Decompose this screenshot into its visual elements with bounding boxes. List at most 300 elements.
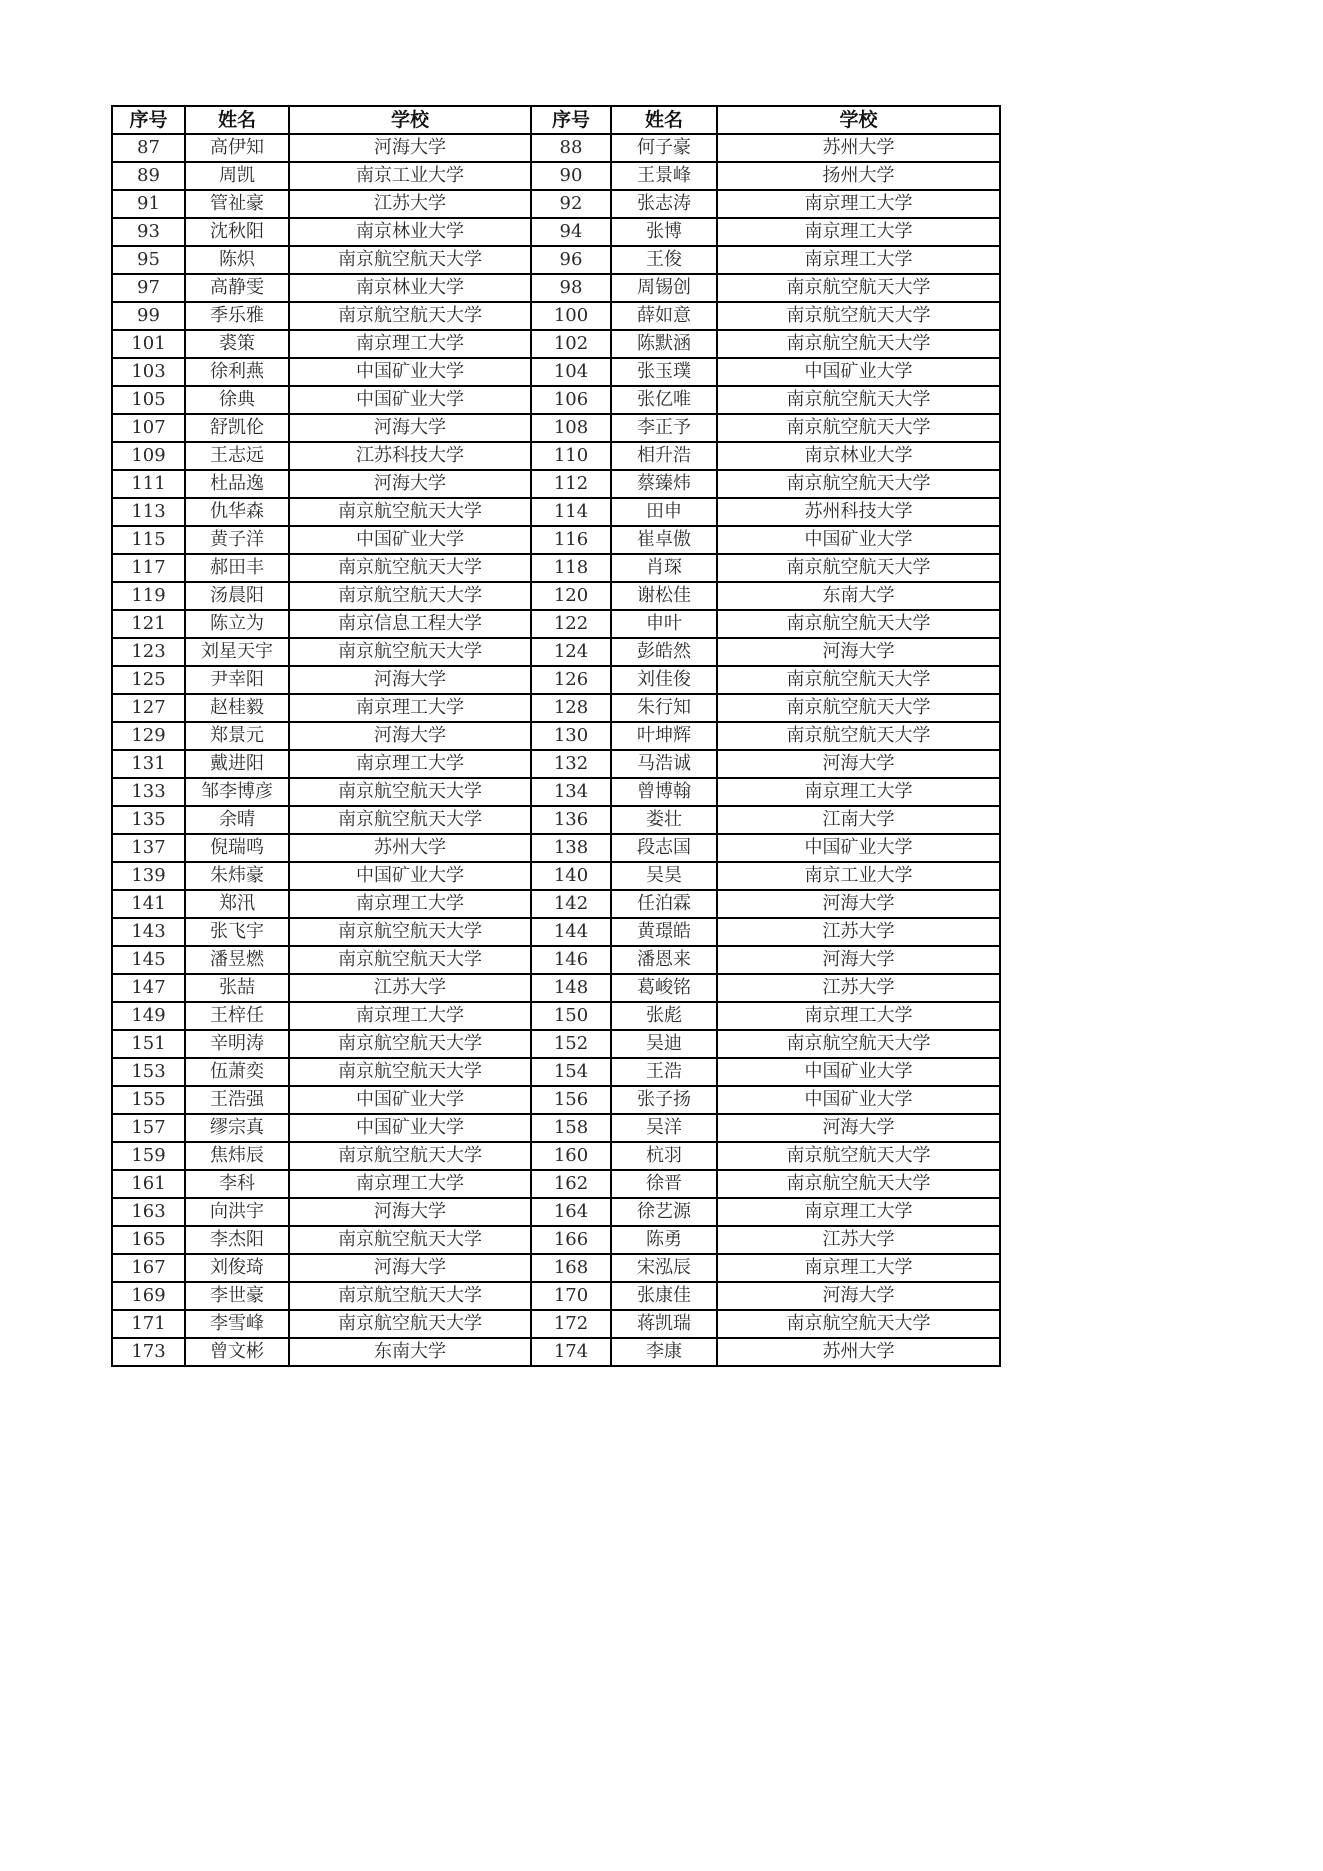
right-no-cell: 174 [531,1338,611,1366]
table-row [112,582,1000,610]
left-name-cell: 汤晨阳 [185,582,289,610]
left-school-cell: 河海大学 [289,1254,531,1282]
left-name-cell: 张喆 [185,974,289,1002]
right-no-cell: 100 [531,302,611,330]
left-school-cell: 江苏大学 [289,190,531,218]
right-name-cell: 彭皓然 [611,638,717,666]
left-school-cell: 中国矿业大学 [289,386,531,414]
left-no-cell: 123 [112,638,185,666]
left-school-cell: 南京航空航天大学 [289,1226,531,1254]
right-school-cell: 南京航空航天大学 [717,1310,1000,1338]
right-school-cell: 中国矿业大学 [717,358,1000,386]
table-row [112,554,1000,582]
right-school-cell: 江苏大学 [717,1226,1000,1254]
right-name-cell: 吴迪 [611,1030,717,1058]
header-school-left: 学校 [289,106,531,134]
table-row [112,526,1000,554]
header-name-right: 姓名 [611,106,717,134]
table-row [112,946,1000,974]
left-no-cell: 145 [112,946,185,974]
left-name-cell: 王浩强 [185,1086,289,1114]
left-school-cell: 南京航空航天大学 [289,806,531,834]
left-school-cell: 河海大学 [289,1198,531,1226]
left-name-cell: 郑景元 [185,722,289,750]
left-school-cell: 南京航空航天大学 [289,1058,531,1086]
right-no-cell: 154 [531,1058,611,1086]
right-no-cell: 128 [531,694,611,722]
right-name-cell: 张博 [611,218,717,246]
left-name-cell: 李杰阳 [185,1226,289,1254]
right-no-cell: 98 [531,274,611,302]
right-school-cell: 南京理工大学 [717,1254,1000,1282]
right-no-cell: 120 [531,582,611,610]
roster-table [111,105,1001,1367]
left-no-cell: 109 [112,442,185,470]
left-no-cell: 141 [112,890,185,918]
left-school-cell: 河海大学 [289,722,531,750]
right-name-cell: 任泊霖 [611,890,717,918]
right-no-cell: 92 [531,190,611,218]
right-no-cell: 146 [531,946,611,974]
table-row [112,694,1000,722]
left-school-cell: 中国矿业大学 [289,1086,531,1114]
left-school-cell: 南京工业大学 [289,162,531,190]
left-name-cell: 陈炽 [185,246,289,274]
right-name-cell: 宋泓辰 [611,1254,717,1282]
left-name-cell: 曾文彬 [185,1338,289,1366]
left-name-cell: 李世豪 [185,1282,289,1310]
left-name-cell: 陈立为 [185,610,289,638]
table-body [112,134,1000,1366]
left-school-cell: 南京航空航天大学 [289,1142,531,1170]
right-no-cell: 172 [531,1310,611,1338]
left-name-cell: 赵桂毅 [185,694,289,722]
left-name-cell: 倪瑞鸣 [185,834,289,862]
left-name-cell: 刘俊琦 [185,1254,289,1282]
left-school-cell: 南京理工大学 [289,330,531,358]
left-school-cell: 南京航空航天大学 [289,1310,531,1338]
right-school-cell: 南京航空航天大学 [717,1170,1000,1198]
left-no-cell: 117 [112,554,185,582]
table-row [112,778,1000,806]
right-no-cell: 162 [531,1170,611,1198]
left-school-cell: 中国矿业大学 [289,862,531,890]
right-name-cell: 何子豪 [611,134,717,162]
left-no-cell: 157 [112,1114,185,1142]
left-no-cell: 91 [112,190,185,218]
right-school-cell: 江苏大学 [717,918,1000,946]
table-row [112,442,1000,470]
table-row [112,1002,1000,1030]
table-row [112,610,1000,638]
left-no-cell: 139 [112,862,185,890]
right-name-cell: 潘恩来 [611,946,717,974]
right-no-cell: 136 [531,806,611,834]
right-school-cell: 南京工业大学 [717,862,1000,890]
left-no-cell: 121 [112,610,185,638]
left-no-cell: 167 [112,1254,185,1282]
table-row [112,358,1000,386]
left-no-cell: 143 [112,918,185,946]
table-row [112,162,1000,190]
left-name-cell: 张飞宇 [185,918,289,946]
right-school-cell: 南京航空航天大学 [717,1030,1000,1058]
right-name-cell: 徐艺源 [611,1198,717,1226]
right-name-cell: 娄壮 [611,806,717,834]
left-school-cell: 河海大学 [289,470,531,498]
table-row [112,1058,1000,1086]
left-school-cell: 东南大学 [289,1338,531,1366]
right-no-cell: 104 [531,358,611,386]
table-row [112,302,1000,330]
table-row [112,1226,1000,1254]
right-school-cell: 南京理工大学 [717,1198,1000,1226]
left-no-cell: 105 [112,386,185,414]
table-row [112,1114,1000,1142]
left-school-cell: 南京航空航天大学 [289,554,531,582]
right-name-cell: 张亿唯 [611,386,717,414]
right-no-cell: 116 [531,526,611,554]
left-no-cell: 161 [112,1170,185,1198]
right-name-cell: 葛峻铭 [611,974,717,1002]
right-no-cell: 130 [531,722,611,750]
right-name-cell: 段志国 [611,834,717,862]
table-row [112,1338,1000,1366]
right-no-cell: 132 [531,750,611,778]
right-name-cell: 陈勇 [611,1226,717,1254]
left-name-cell: 徐利燕 [185,358,289,386]
left-no-cell: 159 [112,1142,185,1170]
right-name-cell: 刘佳俊 [611,666,717,694]
left-name-cell: 尹幸阳 [185,666,289,694]
table-row [112,666,1000,694]
left-no-cell: 97 [112,274,185,302]
left-no-cell: 153 [112,1058,185,1086]
left-no-cell: 131 [112,750,185,778]
left-school-cell: 南京理工大学 [289,1170,531,1198]
right-name-cell: 谢松佳 [611,582,717,610]
right-name-cell: 肖琛 [611,554,717,582]
right-school-cell: 南京航空航天大学 [717,470,1000,498]
right-no-cell: 124 [531,638,611,666]
header-no-right: 序号 [531,106,611,134]
right-no-cell: 90 [531,162,611,190]
right-school-cell: 南京航空航天大学 [717,330,1000,358]
right-school-cell: 南京航空航天大学 [717,386,1000,414]
table-header-row [112,106,1000,134]
right-school-cell: 河海大学 [717,638,1000,666]
left-school-cell: 南京林业大学 [289,218,531,246]
left-no-cell: 151 [112,1030,185,1058]
left-name-cell: 李雪峰 [185,1310,289,1338]
right-school-cell: 中国矿业大学 [717,1058,1000,1086]
left-school-cell: 河海大学 [289,666,531,694]
left-no-cell: 101 [112,330,185,358]
right-school-cell: 河海大学 [717,890,1000,918]
right-school-cell: 南京理工大学 [717,778,1000,806]
left-school-cell: 江苏科技大学 [289,442,531,470]
right-school-cell: 河海大学 [717,946,1000,974]
left-school-cell: 南京理工大学 [289,1002,531,1030]
right-no-cell: 164 [531,1198,611,1226]
header-name-left: 姓名 [185,106,289,134]
right-no-cell: 166 [531,1226,611,1254]
left-school-cell: 河海大学 [289,414,531,442]
right-no-cell: 118 [531,554,611,582]
left-no-cell: 173 [112,1338,185,1366]
right-school-cell: 南京航空航天大学 [717,1142,1000,1170]
left-name-cell: 周凯 [185,162,289,190]
left-no-cell: 165 [112,1226,185,1254]
table-row [112,386,1000,414]
left-no-cell: 133 [112,778,185,806]
right-name-cell: 田申 [611,498,717,526]
right-no-cell: 144 [531,918,611,946]
right-name-cell: 崔卓傲 [611,526,717,554]
right-no-cell: 94 [531,218,611,246]
right-name-cell: 薛如意 [611,302,717,330]
left-name-cell: 伍萧奕 [185,1058,289,1086]
left-name-cell: 杜品逸 [185,470,289,498]
right-school-cell: 江南大学 [717,806,1000,834]
left-name-cell: 徐典 [185,386,289,414]
right-school-cell: 中国矿业大学 [717,834,1000,862]
table-row [112,1142,1000,1170]
table-row [112,190,1000,218]
table-row [112,834,1000,862]
left-school-cell: 南京航空航天大学 [289,246,531,274]
right-school-cell: 东南大学 [717,582,1000,610]
right-school-cell: 南京理工大学 [717,246,1000,274]
left-no-cell: 103 [112,358,185,386]
left-school-cell: 中国矿业大学 [289,1114,531,1142]
right-name-cell: 叶坤辉 [611,722,717,750]
table-row [112,414,1000,442]
right-no-cell: 96 [531,246,611,274]
right-name-cell: 杭羽 [611,1142,717,1170]
left-no-cell: 135 [112,806,185,834]
right-school-cell: 南京航空航天大学 [717,666,1000,694]
right-name-cell: 周锡创 [611,274,717,302]
left-name-cell: 邹李博彦 [185,778,289,806]
right-school-cell: 南京林业大学 [717,442,1000,470]
left-school-cell: 江苏大学 [289,974,531,1002]
right-no-cell: 112 [531,470,611,498]
left-school-cell: 南京信息工程大学 [289,610,531,638]
table-row [112,1282,1000,1310]
left-school-cell: 中国矿业大学 [289,358,531,386]
left-name-cell: 郝田丰 [185,554,289,582]
right-no-cell: 134 [531,778,611,806]
right-name-cell: 曾博翰 [611,778,717,806]
header-no-left: 序号 [112,106,185,134]
left-no-cell: 99 [112,302,185,330]
right-school-cell: 南京航空航天大学 [717,610,1000,638]
right-name-cell: 朱行知 [611,694,717,722]
left-name-cell: 黄子洋 [185,526,289,554]
left-name-cell: 李科 [185,1170,289,1198]
right-school-cell: 中国矿业大学 [717,1086,1000,1114]
left-name-cell: 戴进阳 [185,750,289,778]
left-no-cell: 149 [112,1002,185,1030]
right-no-cell: 156 [531,1086,611,1114]
right-school-cell: 苏州大学 [717,134,1000,162]
left-name-cell: 辛明涛 [185,1030,289,1058]
table-row [112,470,1000,498]
left-no-cell: 93 [112,218,185,246]
right-school-cell: 河海大学 [717,750,1000,778]
right-no-cell: 108 [531,414,611,442]
right-name-cell: 王景峰 [611,162,717,190]
left-school-cell: 南京理工大学 [289,694,531,722]
left-school-cell: 南京航空航天大学 [289,638,531,666]
right-no-cell: 148 [531,974,611,1002]
left-name-cell: 向洪宇 [185,1198,289,1226]
right-name-cell: 相升浩 [611,442,717,470]
header-school-right: 学校 [717,106,1000,134]
right-school-cell: 江苏大学 [717,974,1000,1002]
left-school-cell: 南京林业大学 [289,274,531,302]
left-name-cell: 舒凯伦 [185,414,289,442]
right-no-cell: 140 [531,862,611,890]
right-no-cell: 170 [531,1282,611,1310]
table-row [112,1310,1000,1338]
table-row [112,890,1000,918]
table-row [112,918,1000,946]
left-school-cell: 南京航空航天大学 [289,582,531,610]
right-school-cell: 南京航空航天大学 [717,554,1000,582]
right-name-cell: 黄璟皓 [611,918,717,946]
table-row [112,498,1000,526]
right-school-cell: 南京航空航天大学 [717,274,1000,302]
left-no-cell: 137 [112,834,185,862]
right-school-cell: 苏州科技大学 [717,498,1000,526]
right-no-cell: 88 [531,134,611,162]
left-school-cell: 南京航空航天大学 [289,946,531,974]
table-row [112,1086,1000,1114]
right-name-cell: 马浩诚 [611,750,717,778]
left-no-cell: 111 [112,470,185,498]
left-name-cell: 焦炜辰 [185,1142,289,1170]
left-name-cell: 高静雯 [185,274,289,302]
left-no-cell: 125 [112,666,185,694]
table-row [112,1198,1000,1226]
left-school-cell: 中国矿业大学 [289,526,531,554]
right-school-cell: 南京航空航天大学 [717,722,1000,750]
left-school-cell: 南京航空航天大学 [289,1030,531,1058]
left-no-cell: 113 [112,498,185,526]
left-no-cell: 155 [112,1086,185,1114]
right-school-cell: 苏州大学 [717,1338,1000,1366]
table-row [112,330,1000,358]
right-name-cell: 吴洋 [611,1114,717,1142]
left-name-cell: 沈秋阳 [185,218,289,246]
left-school-cell: 南京航空航天大学 [289,302,531,330]
right-name-cell: 张彪 [611,1002,717,1030]
right-no-cell: 160 [531,1142,611,1170]
right-name-cell: 张志涛 [611,190,717,218]
left-school-cell: 南京航空航天大学 [289,778,531,806]
right-school-cell: 中国矿业大学 [717,526,1000,554]
right-no-cell: 110 [531,442,611,470]
right-name-cell: 王俊 [611,246,717,274]
left-school-cell: 南京理工大学 [289,750,531,778]
left-no-cell: 89 [112,162,185,190]
right-no-cell: 122 [531,610,611,638]
left-name-cell: 缪宗真 [185,1114,289,1142]
right-name-cell: 张玉璞 [611,358,717,386]
right-school-cell: 南京航空航天大学 [717,694,1000,722]
left-name-cell: 刘星天宇 [185,638,289,666]
right-school-cell: 南京理工大学 [717,218,1000,246]
left-school-cell: 南京航空航天大学 [289,918,531,946]
left-name-cell: 朱炜豪 [185,862,289,890]
right-name-cell: 陈默涵 [611,330,717,358]
right-no-cell: 102 [531,330,611,358]
right-name-cell: 蒋凯瑞 [611,1310,717,1338]
right-no-cell: 114 [531,498,611,526]
right-name-cell: 张康佳 [611,1282,717,1310]
left-no-cell: 147 [112,974,185,1002]
table-row [112,750,1000,778]
right-name-cell: 王浩 [611,1058,717,1086]
left-name-cell: 仇华森 [185,498,289,526]
left-name-cell: 裘策 [185,330,289,358]
table-row [112,722,1000,750]
right-name-cell: 蔡臻炜 [611,470,717,498]
right-name-cell: 张子扬 [611,1086,717,1114]
left-name-cell: 管祉豪 [185,190,289,218]
left-no-cell: 127 [112,694,185,722]
right-name-cell: 李康 [611,1338,717,1366]
right-no-cell: 106 [531,386,611,414]
table-row [112,862,1000,890]
right-name-cell: 徐晋 [611,1170,717,1198]
left-name-cell: 季乐雅 [185,302,289,330]
left-no-cell: 129 [112,722,185,750]
table-row [112,1030,1000,1058]
left-name-cell: 王志远 [185,442,289,470]
right-school-cell: 南京航空航天大学 [717,414,1000,442]
right-no-cell: 138 [531,834,611,862]
right-name-cell: 李正予 [611,414,717,442]
left-school-cell: 苏州大学 [289,834,531,862]
left-no-cell: 95 [112,246,185,274]
table-row [112,806,1000,834]
right-name-cell: 吴昊 [611,862,717,890]
right-school-cell: 扬州大学 [717,162,1000,190]
table-row [112,974,1000,1002]
right-no-cell: 152 [531,1030,611,1058]
left-no-cell: 163 [112,1198,185,1226]
right-no-cell: 142 [531,890,611,918]
table-row [112,218,1000,246]
right-school-cell: 河海大学 [717,1114,1000,1142]
table-row [112,1254,1000,1282]
left-name-cell: 王梓任 [185,1002,289,1030]
left-school-cell: 南京理工大学 [289,890,531,918]
table-row [112,274,1000,302]
right-name-cell: 申叶 [611,610,717,638]
left-school-cell: 南京航空航天大学 [289,1282,531,1310]
left-name-cell: 潘昱燃 [185,946,289,974]
table-row [112,1170,1000,1198]
right-school-cell: 南京航空航天大学 [717,302,1000,330]
right-no-cell: 168 [531,1254,611,1282]
left-name-cell: 高伊知 [185,134,289,162]
left-no-cell: 119 [112,582,185,610]
left-name-cell: 郑汛 [185,890,289,918]
